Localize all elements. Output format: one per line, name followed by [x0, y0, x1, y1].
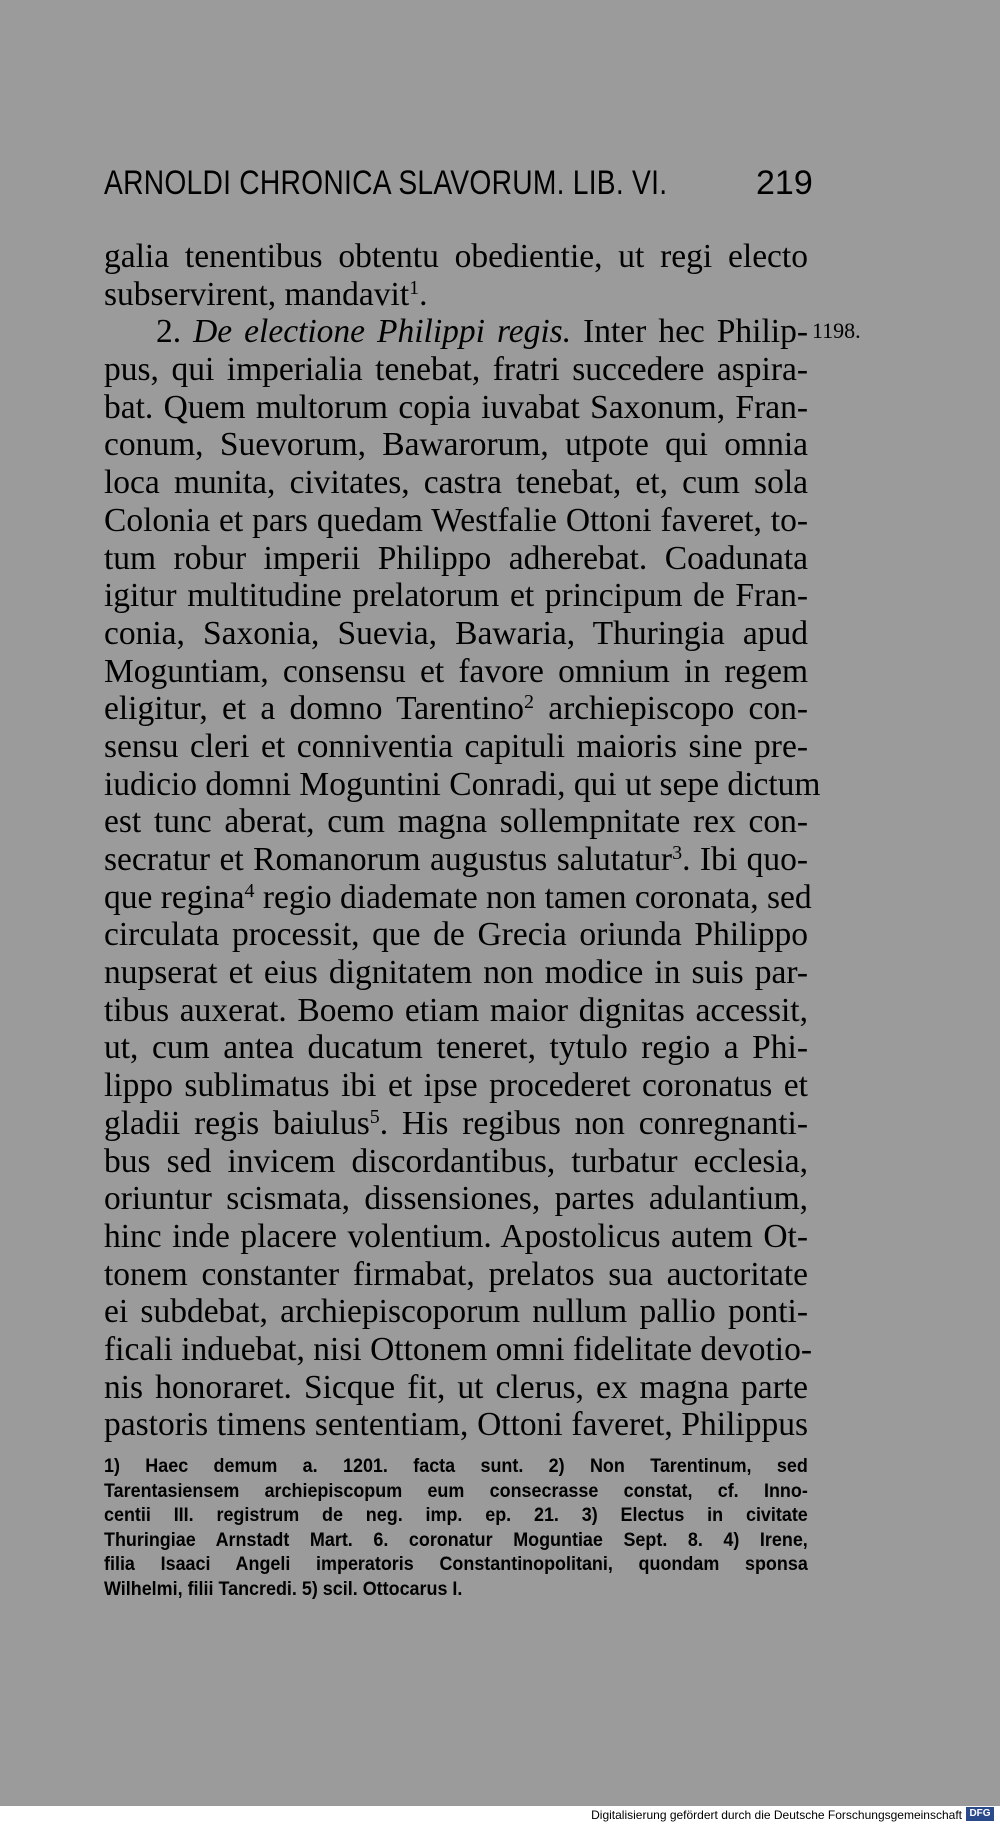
- text-line: tum robur imperii Philippo adherebat. Coadunata: [104, 539, 808, 577]
- footnote-ref: 3: [672, 842, 683, 864]
- text-line: tonem constanter firmabat, prelatos sua auctoritate: [104, 1255, 808, 1293]
- running-header: [104, 164, 688, 203]
- text-line: pus, qui imperialia tenebat, fratri succedere aspira-: [104, 351, 808, 389]
- text-line: nupserat et eius dignitatem non modice in suis par-: [104, 954, 808, 992]
- text-line: bat. Quem multorum copia iuvabat Saxonum, Fran-: [104, 388, 808, 426]
- footnote-ref: 4: [244, 879, 255, 902]
- footnote-line: Thuringiae Arnstadt Mart. 6. coronatur Moguntiae Sept. 8. 4) Irene,: [104, 1528, 808, 1551]
- text-line: circulata processit, que de Grecia oriunda Philippo: [104, 916, 808, 954]
- text-line: galia tenentibus obtentu obedientie, ut regi electo: [104, 238, 808, 275]
- text-line: loca munita, civitates, castra tenebat, et, cum sola: [104, 464, 808, 502]
- footnote-line: Wilhelmi, filii Tancredi. 5) scil. Ottocarus I.: [104, 1577, 463, 1600]
- text-line: hinc inde placere volentium. Apostolicus autem Ot-: [104, 1217, 808, 1255]
- footnotes: [104, 1454, 808, 1601]
- footnote-line: 1) Haec demum a. 1201. facta sunt. 2) Non Tarentinum, sed: [104, 1455, 808, 1477]
- text-line: ficali induebat, nisi Ottonem omni fidelitate devotio-: [104, 1330, 812, 1368]
- text-line: ei subdebat, archiepiscoporum nullum pallio ponti-: [104, 1293, 808, 1331]
- page-number: 219: [756, 164, 813, 202]
- footnote-line: centii III. registrum de neg. imp. ep. 21. 3) Electus in civitate: [104, 1504, 808, 1526]
- main-text: [104, 238, 821, 1444]
- text-line: conia, Saxonia, Suevia, Bawaria, Thuringia apud: [104, 614, 808, 652]
- footnote-ref: 2: [524, 691, 535, 714]
- section-heading-line: 2. De electione Philippi regis. Inter hec Philip-: [156, 313, 808, 351]
- text-line: ut, cum antea ducatum teneret, tytulo regio a Phi-: [104, 1029, 808, 1067]
- text-line: Colonia et pars quedam Westfalie Ottoni faveret, to-: [104, 501, 808, 539]
- text-line: lippo sublimatus ibi et ipse procederet coronatus et: [104, 1067, 808, 1105]
- text-line: pastoris timens sententiam, Ottoni faveret, Philippus: [104, 1406, 808, 1444]
- text-line: tibus auxerat. Boemo etiam maior dignitas accessit,: [104, 991, 808, 1029]
- text-line: est tunc aberat, cum magna sollempnitate rex con-: [104, 803, 808, 841]
- footnote-line: Tarentasiensem archiepiscopum eum consecrasse constat, cf. Inno-: [104, 1479, 808, 1502]
- text-line: secratur et Romanorum augustus salutatur$^3$. Ibi quo-: [104, 841, 808, 878]
- running-title: ARNOLDI CHRONICA SLAVORUM. LIB. VI.: [104, 164, 668, 202]
- footnote-ref: 5: [369, 1105, 380, 1128]
- section-title: De electione Philippi regis.: [193, 313, 572, 351]
- text-line: iudicio domni Moguntini Conradi, qui ut sepe dictum: [104, 765, 821, 803]
- footnote-line: filia Isaaci Angeli imperatoris Constantinopolitani, quondam sponsa: [104, 1553, 808, 1575]
- margin-year-note: 1198.: [812, 318, 861, 343]
- text-line: sensu cleri et conniventia capituli maioris sine pre-: [104, 727, 808, 765]
- text-line: subservirent, mandavit$^1$.: [104, 275, 428, 313]
- text-line: eligitur, et a domno Tarentino$^2$ archiepiscopo con-: [104, 690, 808, 728]
- text-line: que regina$^4$ regio diademate non tamen coronata, sed: [104, 878, 812, 916]
- text-line: oriuntur scismata, dissensiones, partes adulantium,: [104, 1180, 808, 1218]
- text-line: Moguntiam, consensu et favore omnium in regem: [104, 652, 808, 690]
- footnote-ref: 1: [409, 276, 420, 299]
- text-line: igitur multitudine prelatorum et principum de Fran-: [104, 577, 808, 615]
- dfg-logo: DFG: [966, 1807, 994, 1821]
- text-line: conum, Suevorum, Bawarorum, utpote qui omnia: [104, 426, 808, 464]
- text-line: bus sed invicem discordantibus, turbatur ecclesia,: [104, 1142, 808, 1180]
- text-line: gladii regis baiulus$^5$. His regibus non conregnanti-: [104, 1104, 808, 1142]
- text-line: nis honoraret. Sicque fit, ut clerus, ex magna parte: [104, 1368, 808, 1406]
- funding-credit: Digitalisierung gefördert durch die Deutsche Forschungsgemeinschaft: [591, 1808, 962, 1822]
